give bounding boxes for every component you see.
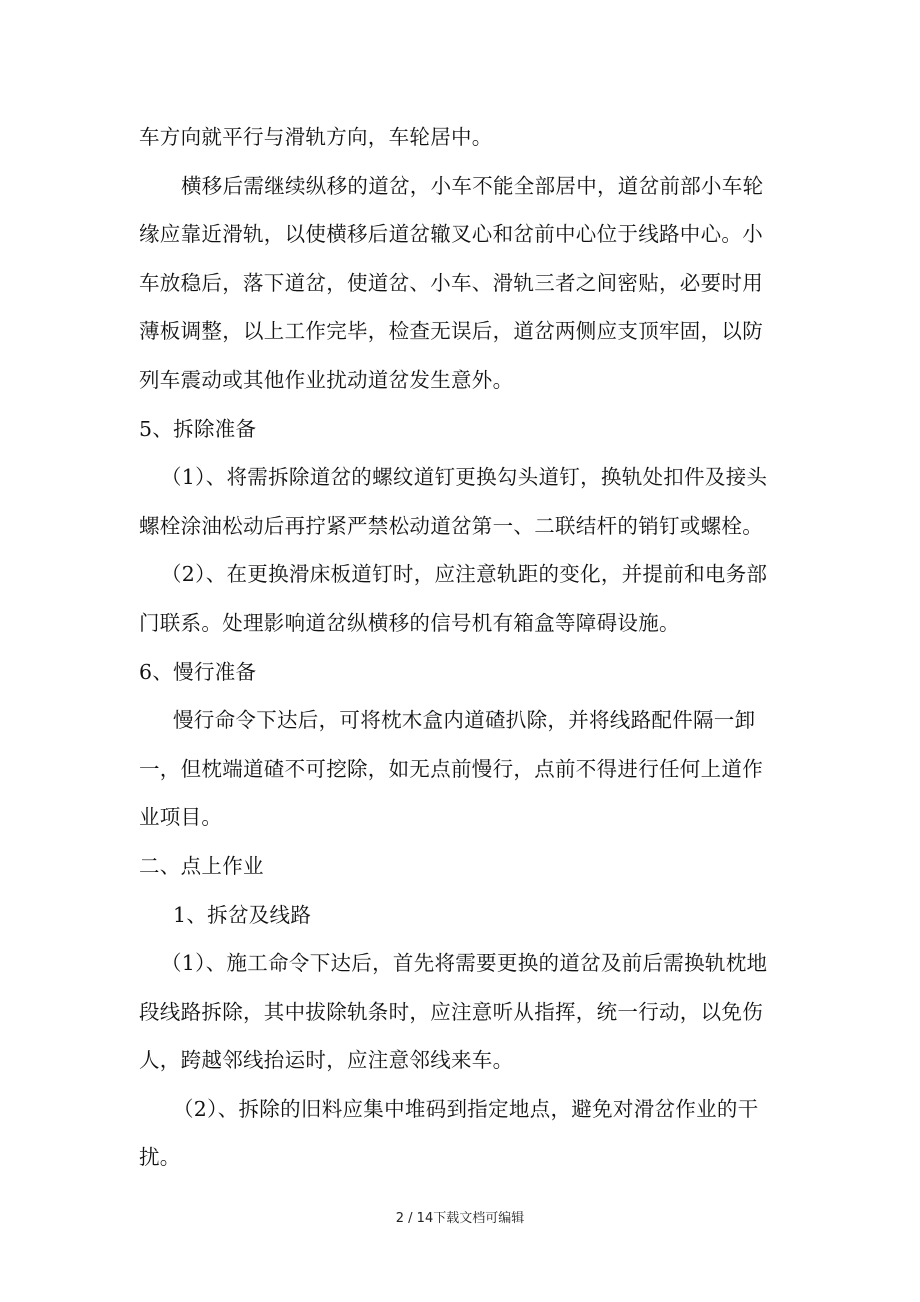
body-text (139, 113, 789, 1182)
text-line: 一，但枕端道碴不可挖除，如无点前慢行，点前不得进行任何上道作 (139, 756, 763, 781)
text-line: 列车震动或其他作业扰动道岔发生意外。 (139, 367, 514, 392)
text-line: （1）、施工命令下达后，首先将需要更换的道岔及前后需换轨枕地 (161, 951, 768, 976)
text-line: （1）、将需拆除道岔的螺纹道钉更换勾头道钉，换轨处扣件及接头 (161, 465, 768, 490)
section-heading: 二、点上作业 (139, 853, 264, 878)
text-line: 扰。 (139, 1145, 181, 1170)
text-line: 段线路拆除，其中拔除轨条时，应注意听从指挥，统一行动，以免伤 (139, 999, 763, 1024)
text-line: 慢行命令下达后，可将枕木盒内道碴扒除，并将线路配件隔一卸 (173, 708, 756, 733)
text-line: 人，跨越邻线抬运时，应注意邻线来车。 (139, 1048, 514, 1073)
text-line: 车方向就平行与滑轨方向，车轮居中。 (139, 125, 493, 149)
text-line: 螺栓涂油松动后再拧紧严禁松动道岔第一、二联结杆的销钉或螺栓。 (139, 513, 763, 538)
text-line: 车放稳后，落下道岔，使道岔、小车、滑轨三者之间密贴，必要时用 (139, 270, 763, 295)
text-line: （2）、在更换滑床板道钉时，应注意轨距的变化，并提前和电务部 (161, 562, 768, 587)
text-line: 横移后需继续纵移的道岔，小车不能全部居中，道岔前部小车轮 (181, 173, 764, 198)
text-line: 业项目。 (139, 805, 223, 830)
text-line: 薄板调整，以上工作完毕，检查无误后，道岔两侧应支顶牢固，以防 (139, 319, 763, 344)
page-footer: 2 / 14下载文档可编辑 (395, 1211, 525, 1226)
section-heading: 5、拆除准备 (139, 416, 257, 441)
text-line: 门联系。处理影响道岔纵横移的信号机有箱盒等障碍设施。 (139, 610, 680, 635)
text-line: （2）、拆除的旧料应集中堆码到指定地点，避免对滑岔作业的干 (173, 1096, 759, 1121)
section-heading: 6、慢行准备 (139, 659, 257, 684)
subsection-heading: 1、拆岔及线路 (173, 902, 312, 927)
text-line: 缘应靠近滑轨，以使横移后道岔辙叉心和岔前中心位于线路中心。小 (139, 222, 763, 247)
